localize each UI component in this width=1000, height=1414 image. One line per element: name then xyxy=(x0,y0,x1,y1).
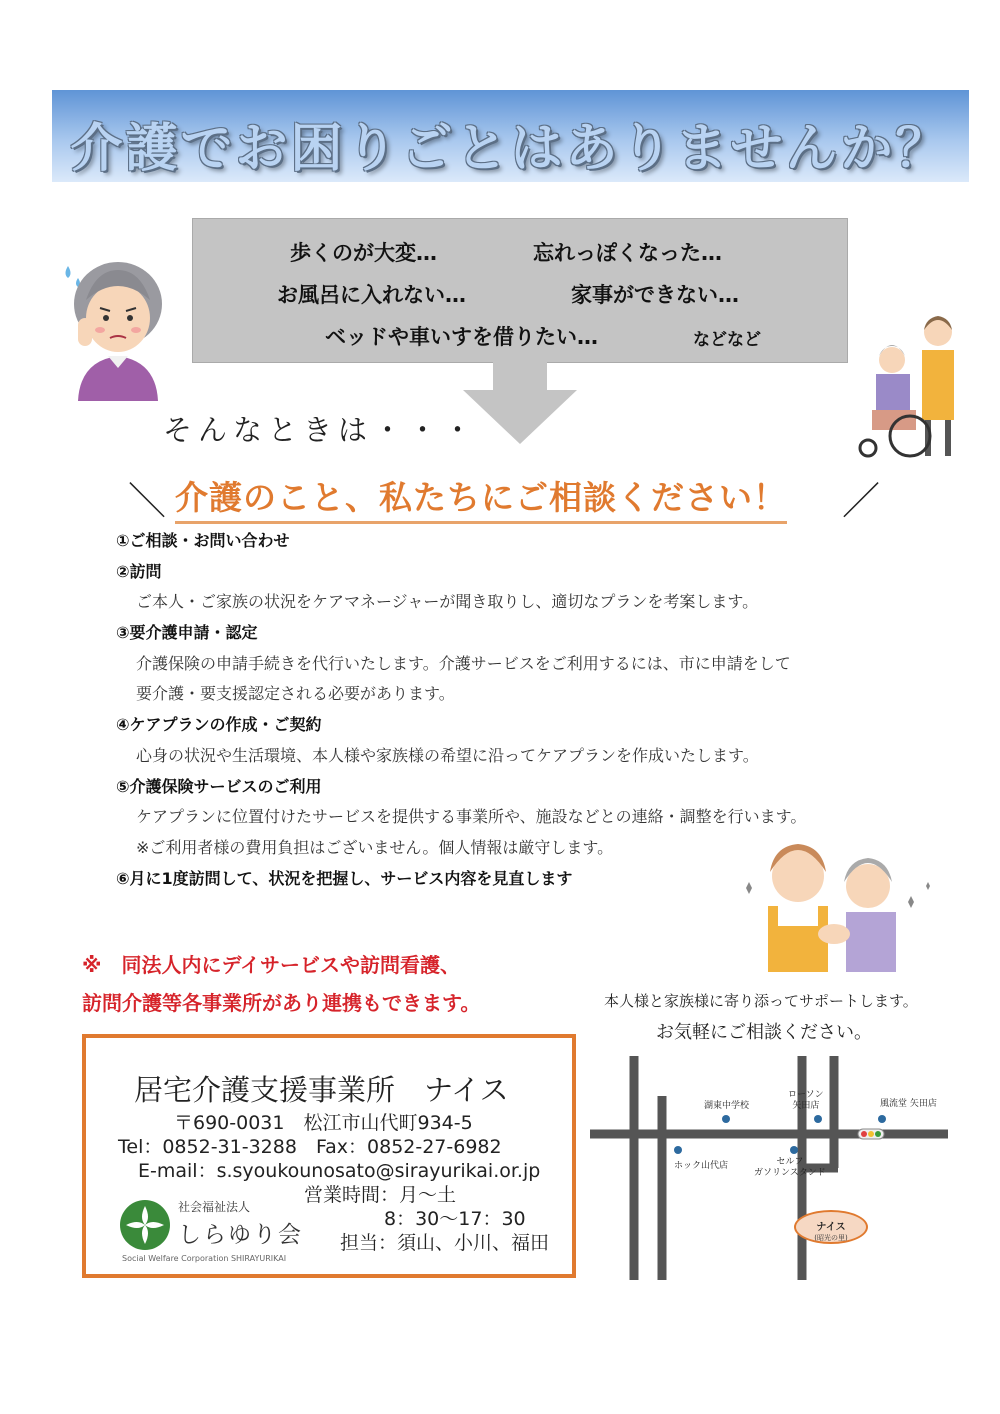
map-label-lawson xyxy=(788,1090,824,1112)
sparkle-icon xyxy=(746,882,930,908)
map-label-lawson-line-2: 矢田店 xyxy=(792,1101,820,1111)
page-title: 介護でお困りごとはありませんか？ xyxy=(70,119,951,179)
step-3-description: 介護保険の申請手続きを代行いたします。介護サービスをご利用するには、市に申請をして xyxy=(136,653,791,673)
map-label-furyudo: 風流堂 矢田店 xyxy=(880,1099,937,1109)
office-email[interactable]: E-mail：s.syoukounosato@sirayurikai.or.jp xyxy=(138,1160,541,1182)
map-label-lawson-line-1: ローソン xyxy=(788,1090,824,1100)
decorative-slash-left: ＼ xyxy=(128,479,167,523)
map-label-gas-station-line-1: セルフ xyxy=(776,1157,804,1167)
concern-bed-wheelchair: ベッドや車いすを借りたい… xyxy=(325,325,598,349)
step-4-description: 心身の状況や生活環境、本人様や家族様の希望に沿ってケアプランを作成いたします。 xyxy=(136,745,759,765)
office-staff: 担当：須山、小川、福田 xyxy=(340,1232,550,1254)
logo-org-name: しらゆり会 xyxy=(178,1222,303,1248)
map-office-name: ナイス xyxy=(816,1222,846,1233)
consult-invite: お気軽にご相談ください。 xyxy=(656,1022,872,1043)
map-label-school: 湖東中学校 xyxy=(704,1101,750,1111)
map-office-subname: (昭光の里) xyxy=(814,1234,848,1242)
transition-text: そんなときは・・・ xyxy=(163,413,479,447)
step-5-heading: ⑤介護保険サービスのご利用 xyxy=(116,776,322,796)
traffic-signal-icon xyxy=(858,1129,884,1139)
concern-bath: お風呂に入れない… xyxy=(277,283,466,307)
map-label-gas-station-line-2: ガソリンスタンド xyxy=(754,1168,826,1178)
concern-forgetful: 忘れっぽくなった… xyxy=(533,241,722,265)
consult-heading: 介護のこと、私たちにご相談ください！ xyxy=(175,472,787,524)
step-3-description-cont: 要介護・要支援認定される必要があります。 xyxy=(136,684,455,704)
step-5-description: ケアプランに位置付けたサービスを提供する事業所や、施設などとの連絡・調整を行います。 xyxy=(136,807,807,827)
title-banner xyxy=(52,90,969,182)
step-6-heading: ⑥月に1度訪問して、状況を把握し、サービス内容を見直します xyxy=(116,868,573,888)
worried-grandma-illustration xyxy=(58,256,178,401)
step-2-heading: ②訪問 xyxy=(116,561,162,581)
logo-org-english: Social Welfare Corporation SHIRAYURIKAI xyxy=(122,1254,287,1263)
affiliate-notice-line-1: ※ 同法人内にデイサービスや訪問看護、 xyxy=(82,953,461,977)
lily-logo-icon xyxy=(118,1198,172,1252)
wheelchair-caregiver-illustration xyxy=(852,310,962,460)
concerns-box xyxy=(192,218,848,363)
office-hours-time: 8：30～17：30 xyxy=(384,1208,526,1230)
concern-walking: 歩くのが大変… xyxy=(290,241,437,265)
step-5-note: ※ご利用者様の費用負担はございません。個人情報は厳守します。 xyxy=(136,837,614,857)
step-2-description: ご本人・ご家族の状況をケアマネージャーが聞き取りし、適切なプランを考案します。 xyxy=(136,592,759,612)
logo-org-type: 社会福祉法人 xyxy=(178,1200,251,1214)
decorative-slash-right: ／ xyxy=(842,479,881,523)
step-4-heading: ④ケアプランの作成・ご契約 xyxy=(116,715,322,735)
map-label-hock: ホック山代店 xyxy=(674,1161,729,1171)
office-phone-fax: Tel：0852-31-3288 Fax：0852-27-6982 xyxy=(118,1136,502,1158)
caregiver-holding-hands-illustration xyxy=(738,842,938,972)
map-office-marker[interactable] xyxy=(794,1210,868,1244)
support-message: 本人様と家族様に寄り添ってサポートします。 xyxy=(604,992,918,1010)
step-1-heading: ①ご相談・お問い合わせ xyxy=(116,531,290,550)
sweat-drops-icon xyxy=(66,266,81,287)
concern-housework: 家事ができない… xyxy=(571,283,739,307)
office-hours-label: 営業時間：月～土 xyxy=(304,1184,457,1206)
service-steps xyxy=(116,526,936,894)
affiliate-notice-line-2: 訪問介護等各事業所があり連携もできます。 xyxy=(82,991,481,1015)
office-name: 居宅介護支援事業所 ナイス xyxy=(134,1073,509,1107)
map-label-gas-station xyxy=(754,1157,826,1179)
office-address: 〒690-0031 松江市山代町934-5 xyxy=(174,1112,473,1134)
step-3-heading: ③要介護申請・認定 xyxy=(116,623,258,643)
affiliate-notice xyxy=(82,946,480,1022)
down-arrow-icon xyxy=(463,362,577,444)
concern-etc: などなど xyxy=(693,330,761,350)
office-info-box xyxy=(82,1034,576,1278)
